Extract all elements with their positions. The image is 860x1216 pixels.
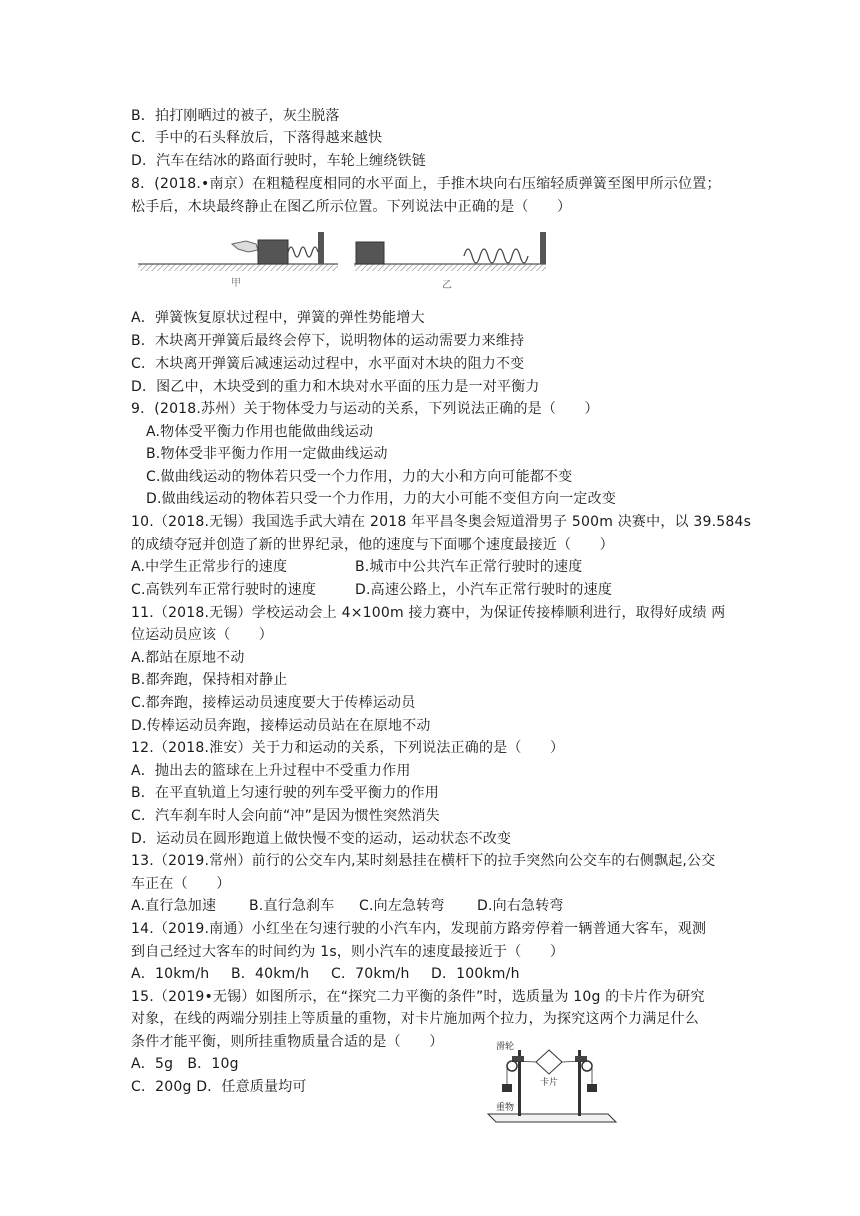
- q7-option-c: C．手中的石头释放后，下落得越来越快: [131, 130, 383, 146]
- q11-option-a: A.都站在原地不动: [131, 650, 245, 666]
- q15-stem-line1: 15.（2019•无锡）如图所示，在“探究二力平衡的条件”时，选质量为 10g 的卡片作为研究: [131, 989, 705, 1005]
- q9-option-b: B.物体受非平衡力作用一定做曲线运动: [146, 446, 388, 462]
- q13-option-d: D.向右急转弯: [477, 898, 564, 914]
- q13-stem-line2: 车正在（ ）: [131, 876, 231, 892]
- q13-option-c: C.向左急转弯: [359, 898, 445, 914]
- q11-stem-line2: 位运动员应该（ ）: [131, 627, 273, 643]
- q15-options-cd: C．200g D．任意质量均可: [131, 1079, 307, 1095]
- q14-option-c: C．70km/h: [331, 966, 410, 982]
- two-force-balance-figure: [482, 1040, 618, 1130]
- q7-option-b: B．拍打刚晒过的被子，灰尘脱落: [131, 108, 340, 124]
- q8-stem-line2: 松手后，木块最终静止在图乙所示位置。下列说法中正确的是（ ）: [131, 199, 572, 215]
- q10-option-c: C.高铁列车正常行驶时的速度: [131, 582, 317, 598]
- q12-option-a: A．抛出去的篮球在上升过程中不受重力作用: [131, 763, 411, 779]
- q15-stem-line2: 对象，在线的两端分别挂上等质量的重物，对卡片施加两个拉力，为探究这两个力满足什么: [131, 1011, 699, 1027]
- figure-label-jia: 甲: [231, 278, 241, 289]
- q12-stem: 12.（2018.淮安）关于力和运动的关系，下列说法正确的是（ ）: [131, 740, 565, 756]
- q8-option-a: A．弹簧恢复原状过程中，弹簧的弹性势能增大: [131, 310, 425, 326]
- q11-stem-line1: 11.（2018.无锡）学校运动会上 4×100m 接力赛中，为保证传接棒顺利进行，取得好成绩 两: [131, 605, 726, 621]
- q8-stem-line1: 8．(2018.•南京）在粗糙程度相同的水平面上，手推木块向右压缩轻质弹簧至图甲所示位置；: [131, 176, 721, 192]
- q8-option-b: B．木块离开弹簧后最终会停下，说明物体的运动需要力来维持: [131, 333, 525, 349]
- q9-option-a: A.物体受平衡力作用也能做曲线运动: [146, 424, 374, 440]
- q11-option-b: B.都奔跑，保持相对静止: [131, 672, 288, 688]
- q10-option-d: D.高速公路上，小汽车正常行驶时的速度: [355, 582, 613, 598]
- q12-option-b: B．在平直轨道上匀速行驶的列车受平衡力的作用: [131, 785, 440, 801]
- q13-option-b: B.直行急刹车: [249, 898, 335, 914]
- q10-option-a: A.中学生正常步行的速度: [131, 559, 288, 575]
- label-card: 卡片: [540, 1078, 559, 1088]
- label-weight: 重物: [496, 1103, 515, 1113]
- q12-option-c: C．汽车刹车时人会向前“冲”是因为惯性突然消失: [131, 808, 440, 824]
- q10-options-row2: [131, 580, 612, 600]
- q14-stem-line1: 14.（2019.南通）小红坐在匀速行驶的小汽车内，发现前方路旁停着一辆普通大客车，观测: [131, 921, 707, 937]
- q14-stem-line2: 到自己经过大客车的时间约为 1s，则小汽车的速度最接近于（ ）: [131, 944, 565, 960]
- q12-option-d: D．运动员在圆形跑道上做快慢不变的运动，运动状态不改变: [131, 831, 512, 847]
- q9-option-d: D.做曲线运动的物体若只受一个力作用，力的大小可能不变但方向一定改变: [146, 491, 617, 507]
- q13-stem-line1: 13.（2019.常州）前行的公交车内,某时刻悬挂在横杆下的拉手突然向公交车的右侧飘起,公交: [131, 853, 716, 869]
- q9-option-c: C.做曲线运动的物体若只受一个力作用，力的大小和方向可能都不变: [146, 469, 573, 485]
- spring-block-figure: [134, 226, 550, 294]
- q9-stem: 9．(2018.苏州）关于物体受力与运动的关系，下列说法正确的是（ ）: [131, 401, 599, 417]
- q14-option-a: A．10km/h: [131, 966, 210, 982]
- q13-option-a: A.直行急加速: [131, 898, 217, 914]
- figure-label-yi: 乙: [442, 280, 452, 291]
- q10-options-row1: [131, 557, 582, 577]
- q8-option-c: C．木块离开弹簧后减速运动过程中，水平面对木块的阻力不变: [131, 356, 525, 372]
- q8-option-d: D．图乙中，木块受到的重力和木块对水平面的压力是一对平衡力: [131, 379, 540, 395]
- q7-option-d: D．汽车在结冰的路面行驶时，车轮上缠绕铁链: [131, 153, 426, 169]
- q13-options-row: [131, 896, 564, 916]
- q15-stem-line3: 条件才能平衡，则所挂重物质量合适的是（ ）: [131, 1034, 444, 1050]
- q10-stem-line2: 的成绩夺冠并创造了新的世界纪录，他的速度与下面哪个速度最接近（ ）: [131, 537, 614, 553]
- q15-options-ab: A．5g B．10g: [131, 1056, 239, 1072]
- label-pulley: 滑轮: [496, 1042, 515, 1052]
- q10-stem-line1: 10.（2018.无锡）我国选手武大靖在 2018 年平昌冬奥会短道滑男子 500m 决赛中，以 39.584s: [131, 514, 752, 530]
- q11-option-d: D.传棒运动员奔跑，接棒运动员站在在原地不动: [131, 718, 431, 734]
- q14-option-d: D．100km/h: [431, 966, 520, 982]
- q14-options-row: [131, 964, 520, 984]
- q10-option-b: B.城市中公共汽车正常行驶时的速度: [355, 559, 583, 575]
- q14-option-b: B．40km/h: [231, 966, 310, 982]
- q11-option-c: C.都奔跑，接棒运动员速度要大于传棒运动员: [131, 695, 416, 711]
